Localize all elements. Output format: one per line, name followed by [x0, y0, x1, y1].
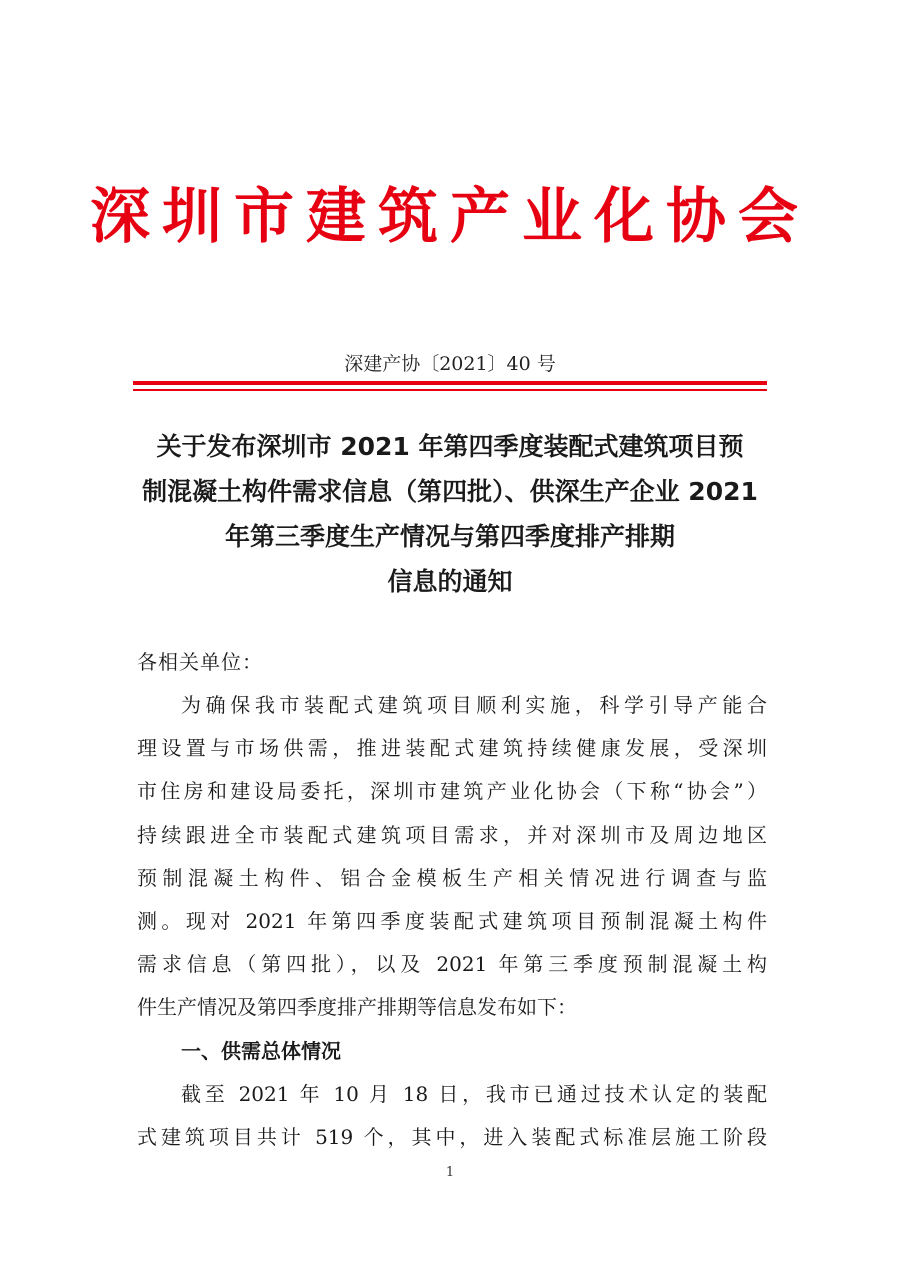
paragraph-line: 件生产情况及第四季度排产排期等信息发布如下：: [137, 995, 577, 1020]
paragraph-line: 测。现对 2021 年第四季度装配式建筑项目预制混凝土构件: [137, 908, 767, 933]
notice-title-line: 制混凝土构件需求信息（第四批）、供深生产企业 2021: [142, 477, 758, 506]
org-letterhead-title: 深圳市建筑产业化协会: [90, 182, 810, 252]
paragraph-line: 需求信息（第四批），以及 2021 年第三季度预制混凝土构: [137, 952, 767, 977]
paragraph-line: 为确保我市装配式建筑项目顺利实施，科学引导产能合: [181, 693, 767, 717]
paragraph-line: 市住房和建设局委托，深圳市建筑产业化协会（下称“协会”）: [137, 779, 767, 804]
letterhead-red-rule-thick: [133, 381, 767, 385]
notice-title-line: 信息的通知: [387, 567, 513, 596]
paragraph-line: 截至 2021 年 10 月 18 日，我市已通过技术认定的装配: [181, 1081, 767, 1106]
paragraph-line: 理设置与市场供需，推进装配式建筑持续健康发展，受深圳: [137, 736, 767, 761]
page-number: 1: [445, 1165, 455, 1180]
paragraph-line: 式建筑项目共计 519 个，其中，进入装配式标准层施工阶段: [137, 1124, 767, 1149]
notice-title-line: 年第三季度生产情况与第四季度排产排期: [224, 522, 675, 551]
paragraph-line: 预制混凝土构件、铝合金模板生产相关情况进行调查与监: [137, 865, 767, 890]
body-text: [137, 684, 767, 1159]
letterhead-red-rule-thin: [133, 389, 767, 391]
document-number: 深建产协〔2021〕40 号: [344, 353, 556, 375]
paragraph-line: 持续跟进全市装配式建筑项目需求，并对深圳市及周边地区: [137, 822, 767, 847]
section-heading: 一、供需总体情况: [181, 1038, 341, 1063]
notice-title: [120, 424, 780, 604]
salutation: 各相关单位：: [137, 650, 263, 674]
notice-title-line: 关于发布深圳市 2021 年第四季度装配式建筑项目预: [156, 432, 744, 461]
